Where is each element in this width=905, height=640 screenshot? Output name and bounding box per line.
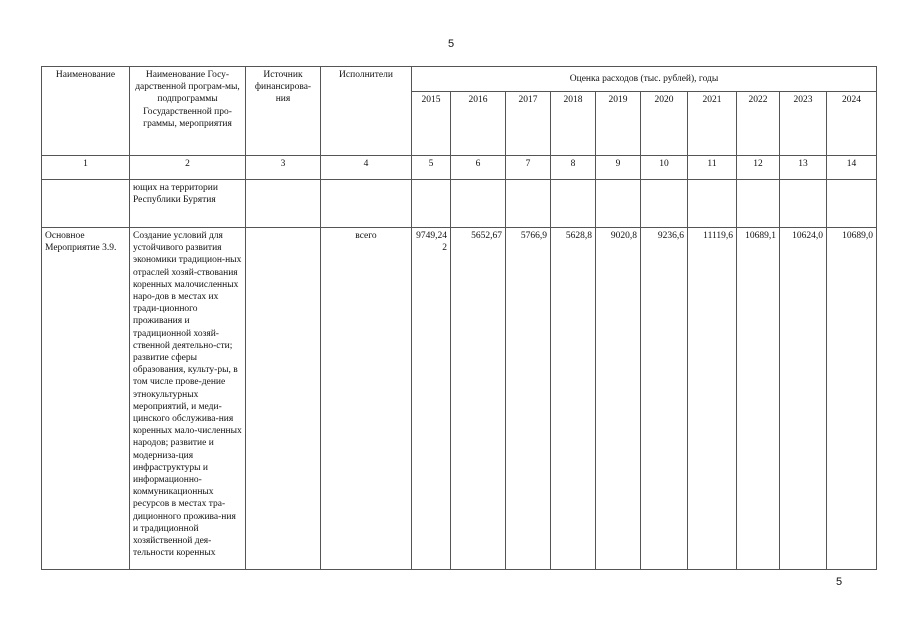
row-value: 5628,8 <box>551 228 596 570</box>
page-number-bottom: 5 <box>836 576 843 588</box>
header-name: Наименование <box>42 67 130 156</box>
column-number: 9 <box>596 156 641 180</box>
table-row <box>42 228 877 570</box>
row-value: 11119,6 <box>688 228 737 570</box>
row-value <box>506 180 551 228</box>
column-number: 10 <box>641 156 688 180</box>
year-cell: 2023 <box>780 92 827 156</box>
row-program: ющих на территории Республики Бурятия <box>130 180 246 228</box>
column-number: 14 <box>827 156 877 180</box>
row-value: 9020,8 <box>596 228 641 570</box>
column-number: 8 <box>551 156 596 180</box>
year-cell: 2019 <box>596 92 641 156</box>
column-number: 3 <box>246 156 321 180</box>
year-cell: 2017 <box>506 92 551 156</box>
row-value: 5766,9 <box>506 228 551 570</box>
year-cell: 2021 <box>688 92 737 156</box>
column-number: 5 <box>412 156 451 180</box>
year-cell: 2024 <box>827 92 877 156</box>
row-value: 5652,67 <box>451 228 506 570</box>
row-value: 10689,1 <box>737 228 780 570</box>
year-cell: 2022 <box>737 92 780 156</box>
row-name <box>42 180 130 228</box>
row-value: 10689,0 <box>827 228 877 570</box>
row-value: 9749,242 <box>412 228 451 570</box>
row-value <box>688 180 737 228</box>
row-value <box>641 180 688 228</box>
row-value: 9236,6 <box>641 228 688 570</box>
header-row <box>42 67 877 92</box>
row-value <box>451 180 506 228</box>
column-number: 11 <box>688 156 737 180</box>
page-number-top: 5 <box>448 38 455 50</box>
header-source: Источник финансирова-ния <box>246 67 321 156</box>
column-number: 4 <box>321 156 412 180</box>
row-name: Основное Мероприятие 3.9. <box>42 228 130 570</box>
column-number: 1 <box>42 156 130 180</box>
row-value <box>737 180 780 228</box>
table-row <box>42 180 877 228</box>
column-number: 12 <box>737 156 780 180</box>
row-executor: всего <box>321 228 412 570</box>
column-numbers-row <box>42 156 877 180</box>
row-value: 10624,0 <box>780 228 827 570</box>
row-value <box>780 180 827 228</box>
column-number: 7 <box>506 156 551 180</box>
header-costs: Оценка расходов (тыс. рублей), годы <box>412 67 877 92</box>
row-value <box>551 180 596 228</box>
column-number: 2 <box>130 156 246 180</box>
column-number: 6 <box>451 156 506 180</box>
year-cell: 2020 <box>641 92 688 156</box>
year-cell: 2016 <box>451 92 506 156</box>
row-value <box>412 180 451 228</box>
header-program: Наименование Госу-дарственной програм-мы, подпрограммы Государственной про-граммы, мероприятия <box>130 67 246 156</box>
year-cell: 2015 <box>412 92 451 156</box>
row-program: Создание условий для устойчивого развития экономики традицион-ных отраслей хозяй-ствования коренных малочисленных наро-дов в местах их тради-ционного проживания и традиционной хозяй-ственной деятельно-сти; развитие сферы образования, культу-ры, в том числе прове-дение этнокультурных мероприятий, и меди-цинского обслужива-ния коренных мало-численных народов; развитие и модерниза-ция инфраструктуры и информационно-коммуникационных ресурсов в местах тра-диционного прожива-ния и традиционной хозяйственной дея-тельности коренных <box>130 228 246 570</box>
year-cell: 2018 <box>551 92 596 156</box>
header-executor: Исполнители <box>321 67 412 156</box>
row-value <box>827 180 877 228</box>
row-executor <box>321 180 412 228</box>
row-source <box>246 228 321 570</box>
row-source <box>246 180 321 228</box>
budget-table <box>41 66 877 570</box>
row-value <box>596 180 641 228</box>
column-number: 13 <box>780 156 827 180</box>
